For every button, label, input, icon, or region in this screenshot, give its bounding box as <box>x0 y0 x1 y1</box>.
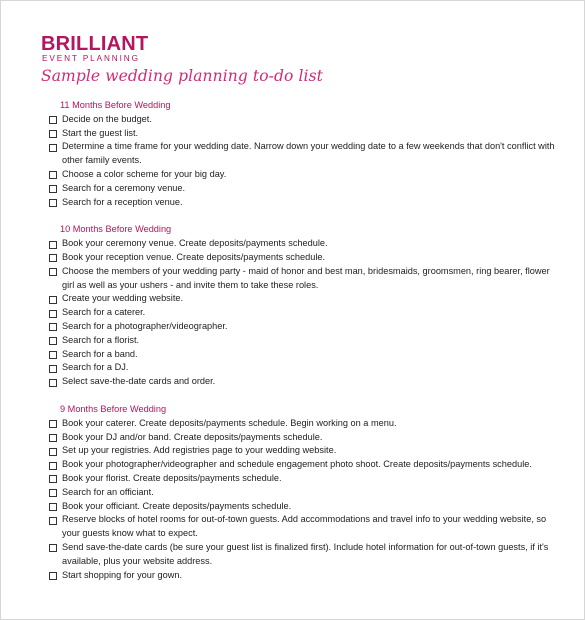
task-list <box>49 237 559 389</box>
checkbox-icon[interactable] <box>49 544 57 552</box>
checkbox-icon[interactable] <box>49 310 57 318</box>
task-text: Start the guest list. <box>62 127 139 138</box>
task-text: Select save-the-date cards and order. <box>62 376 216 387</box>
list-item <box>49 168 559 182</box>
list-item <box>49 140 559 168</box>
task-text: Start shopping for your gown. <box>62 569 183 580</box>
task-list <box>49 417 559 583</box>
checkbox-icon[interactable] <box>49 337 57 345</box>
list-item <box>49 292 559 306</box>
task-text: Search for a DJ. <box>62 362 129 373</box>
todo-section <box>49 403 559 582</box>
task-text: Book your reception venue. Create deposits/payments schedule. <box>62 251 326 262</box>
task-text: Decide on the budget. <box>62 113 152 124</box>
task-text: Search for an officiant. <box>62 486 154 497</box>
task-text: Search for a photographer/videographer. <box>62 320 228 331</box>
checkbox-icon[interactable] <box>49 462 57 470</box>
checkbox-icon[interactable] <box>49 475 57 483</box>
list-item <box>49 541 559 569</box>
brand-tagline: EVENT PLANNING <box>42 54 140 63</box>
checkbox-icon[interactable] <box>49 323 57 331</box>
todo-section <box>49 99 559 209</box>
task-text: Send save-the-date cards (be sure your guest list is finalized first). Include hotel information for out-of-town guests, if it's available, plus your website address. <box>62 541 549 566</box>
list-item <box>49 127 559 141</box>
task-text: Search for a ceremony venue. <box>62 182 186 193</box>
task-text: Book your DJ and/or band. Create deposits/payments schedule. <box>62 431 323 442</box>
list-item <box>49 196 559 210</box>
task-text: Book your officiant. Create deposits/payments schedule. <box>62 500 292 511</box>
checkbox-icon[interactable] <box>49 185 57 193</box>
list-item <box>49 320 559 334</box>
checkbox-icon[interactable] <box>49 241 57 249</box>
section-heading: 11 Months Before Wedding <box>60 100 171 110</box>
task-list <box>49 113 559 210</box>
list-item <box>49 458 559 472</box>
checkbox-icon[interactable] <box>49 434 57 442</box>
list-item <box>49 306 559 320</box>
list-item <box>49 444 559 458</box>
checkbox-icon[interactable] <box>49 144 57 152</box>
list-item <box>49 569 559 583</box>
checkbox-icon[interactable] <box>49 420 57 428</box>
task-text: Search for a reception venue. <box>62 196 183 207</box>
task-text: Search for a band. <box>62 348 138 359</box>
list-item <box>49 375 559 389</box>
task-text: Book your ceremony venue. Create deposits/payments schedule. <box>62 238 328 249</box>
checkbox-icon[interactable] <box>49 130 57 138</box>
list-item <box>49 182 559 196</box>
list-item <box>49 431 559 445</box>
list-item <box>49 417 559 431</box>
checkbox-icon[interactable] <box>49 517 57 525</box>
task-text: Choose the members of your wedding party - maid of honor and best man, bridesmaids, groomsmen, ring bearer, flower girl as well as your ushers - and invite them to take these roles. <box>62 265 550 290</box>
list-item <box>49 472 559 486</box>
section-heading: 10 Months Before Wedding <box>60 224 172 235</box>
todo-section <box>49 223 559 389</box>
todo-list <box>49 99 559 596</box>
list-item <box>49 513 559 541</box>
task-text: Book your photographer/videographer and schedule engagement photo shoot. Create deposits/payments schedule. <box>62 459 532 470</box>
brand-logo <box>41 34 148 64</box>
list-item <box>49 486 559 500</box>
list-item <box>49 334 559 348</box>
list-item <box>49 237 559 251</box>
task-text: Search for a caterer. <box>62 307 146 318</box>
task-text: Create your wedding website. <box>62 293 184 304</box>
list-item <box>49 113 559 127</box>
task-text: Reserve blocks of hotel rooms for out-of-town guests. Add accommodations and travel info to your wedding website, so your guests know what to expect. <box>62 514 547 539</box>
checkbox-icon[interactable] <box>49 351 57 359</box>
list-item <box>49 361 559 375</box>
checkbox-icon[interactable] <box>49 171 57 179</box>
list-item <box>49 265 559 293</box>
checkbox-icon[interactable] <box>49 296 57 304</box>
task-text: Set up your registries. Add registries page to your wedding website. <box>62 445 337 456</box>
list-item <box>49 251 559 265</box>
task-text: Determine a time frame for your wedding date. Narrow down your wedding date to a few weekends that don't conflict with other family events. <box>62 141 555 166</box>
checkbox-icon[interactable] <box>49 572 57 580</box>
task-text: Book your caterer. Create deposits/payments schedule. Begin working on a menu. <box>62 417 397 428</box>
brand-name: BRILLIANT <box>41 33 149 55</box>
task-text: Search for a florist. <box>62 334 140 345</box>
checkbox-icon[interactable] <box>49 365 57 373</box>
list-item <box>49 348 559 362</box>
section-heading: 9 Months Before Wedding <box>60 403 167 414</box>
checkbox-icon[interactable] <box>49 448 57 456</box>
checkbox-icon[interactable] <box>49 489 57 497</box>
checkbox-icon[interactable] <box>49 268 57 276</box>
task-text: Choose a color scheme for your big day. <box>62 168 227 179</box>
checkbox-icon[interactable] <box>49 503 57 511</box>
checkbox-icon[interactable] <box>49 379 57 387</box>
list-item <box>49 500 559 514</box>
page-title: Sample wedding planning to-do list <box>41 67 323 85</box>
checkbox-icon[interactable] <box>49 199 57 207</box>
checkbox-icon[interactable] <box>49 116 57 124</box>
task-text: Book your florist. Create deposits/payments schedule. <box>62 472 282 483</box>
checkbox-icon[interactable] <box>49 254 57 262</box>
